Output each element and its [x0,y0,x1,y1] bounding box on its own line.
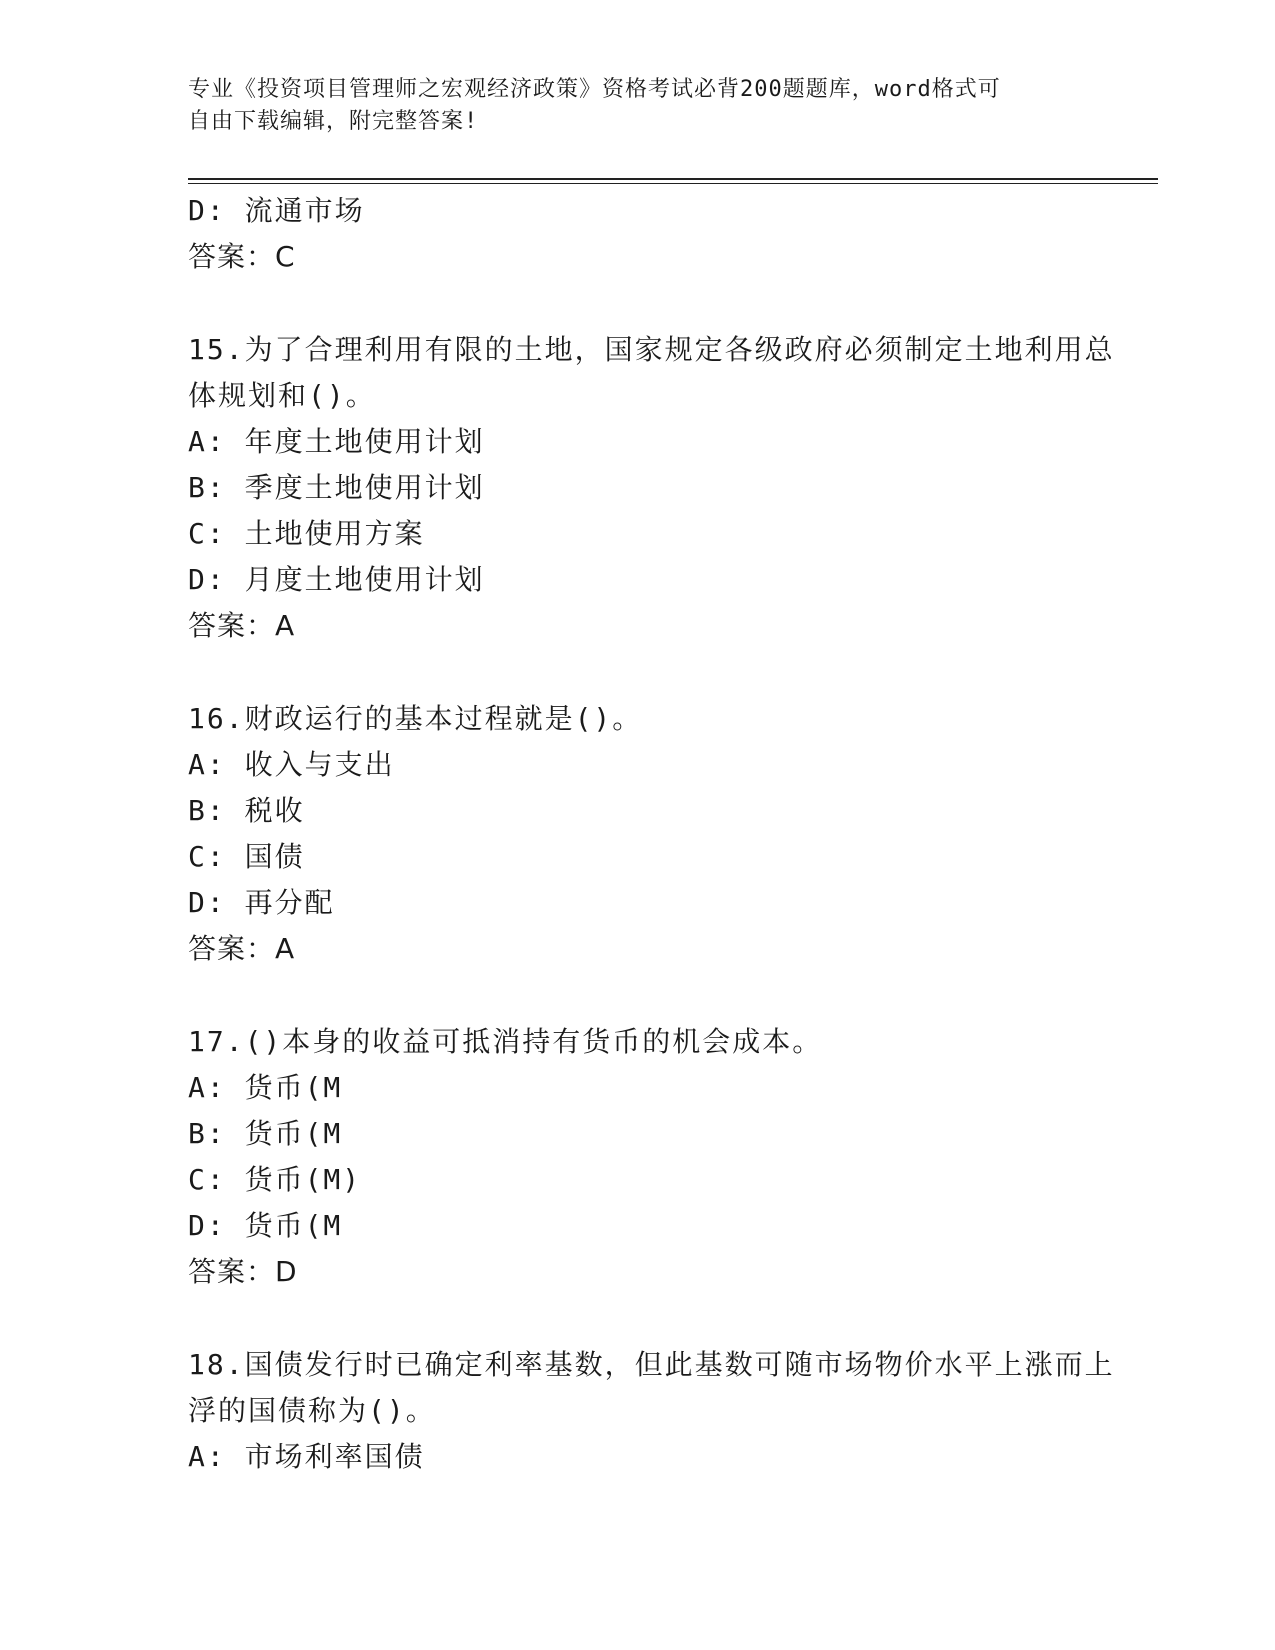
option-a: A: 年度土地使用计划 [188,425,485,458]
question-18 [188,1342,1115,1480]
option-d: D: 月度土地使用计划 [188,563,485,596]
header-line-1: 专业《投资项目管理师之宏观经济政策》资格考试必背200题题库，word格式可 [188,77,1001,102]
question-15 [188,327,1115,649]
header-rule-thick [188,178,1158,180]
option-c: C: 国债 [188,840,305,873]
option-b: B: 税收 [188,794,305,827]
question-stem: 体规划和()。 [188,379,376,412]
question-16 [188,696,1088,972]
option-a: A: 收入与支出 [188,748,395,781]
option-b: B: 季度土地使用计划 [188,471,485,504]
question-stem: 17.()本身的收益可抵消持有货币的机会成本。 [188,1025,823,1058]
option-d: D: 货币(M [188,1209,343,1242]
option-d: D: 再分配 [188,886,335,919]
question-17 [188,1019,1088,1295]
question-list [188,188,1115,1480]
answer: 答案：D [188,1255,298,1288]
prev-answer: 答案：C [188,240,296,273]
document-header [188,74,1088,138]
question-stem: 15.为了合理利用有限的土地，国家规定各级政府必须制定土地利用总 [188,333,1115,366]
prev-option-d: D: 流通市场 [188,194,365,227]
option-c: C: 土地使用方案 [188,517,425,550]
question-stem: 18.国债发行时已确定利率基数，但此基数可随市场物价水平上涨而上 [188,1348,1115,1381]
answer: 答案：A [188,932,296,965]
header-line-2: 自由下载编辑，附完整答案! [188,109,479,134]
option-b: B: 货币(M [188,1117,343,1150]
option-c: C: 货币(M) [188,1163,362,1196]
option-a: A: 货币(M [188,1071,343,1104]
header-rule-thin [188,183,1158,184]
answer: 答案：A [188,609,296,642]
question-stem: 16.财政运行的基本过程就是()。 [188,702,643,735]
question-stem: 浮的国债称为()。 [188,1394,436,1427]
option-a: A: 市场利率国债 [188,1440,425,1473]
